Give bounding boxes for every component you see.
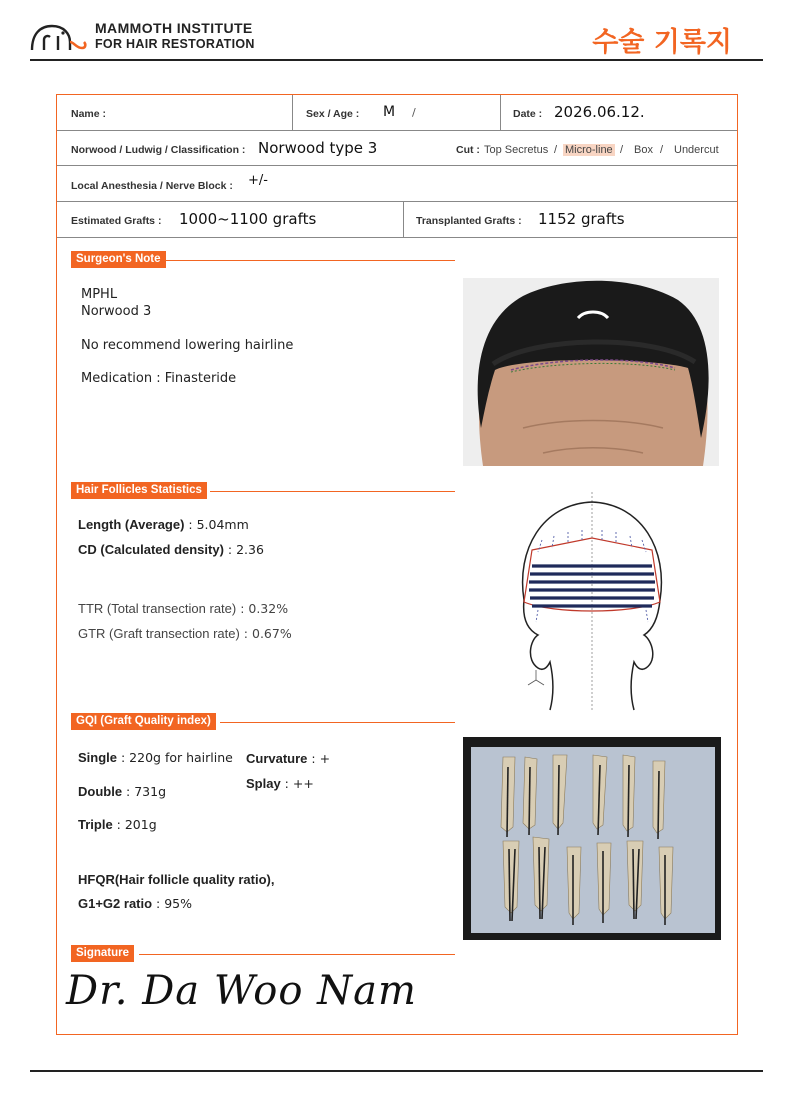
double-label: Double [78,784,123,799]
note-line-2: Norwood 3 [81,304,152,319]
estimated-grafts-field[interactable]: 1000~1100 grafts [179,210,317,228]
name-label: Name : [71,108,107,120]
length-value: : 5.04mm [184,517,249,532]
cut-option-undercut[interactable]: Undercut [674,144,719,156]
cut-separator: / [554,144,558,156]
length-average [78,517,249,532]
hfqr-title: HFQR(Hair follicle quality ratio), [78,872,275,887]
anesthesia-label: Local Anesthesia / Nerve Block : [71,180,233,192]
curvature-value: : + [307,751,331,766]
row-grafts [57,202,737,238]
classification-field[interactable]: Norwood type 3 [258,139,378,157]
brand-subtitle: FOR HAIR RESTORATION [95,37,255,51]
double-value: : 731g [122,784,167,799]
gqi-double [78,784,166,799]
header-divider [30,59,763,61]
gqi-splay [246,776,314,791]
gtr-value: : 0.67% [239,626,292,641]
curvature-label: Curvature [246,751,308,766]
single-value: : 220g for hairline [117,750,233,765]
gqi-single [78,750,233,765]
ttr-value: : 0.32% [236,601,289,616]
graft-transection-rate [78,626,292,641]
row4-divider [403,202,404,237]
follicle-stats-rule [210,491,455,492]
surgeon-signature: Dr. Da Woo Nam [66,968,417,1014]
triple-label: Triple [78,817,113,832]
sex-age-label: Sex / Age : [306,108,360,120]
row1-divider-b [500,95,501,130]
length-label: Length (Average) [78,517,185,532]
note-line-3: No recommend lowering hairline [81,338,294,353]
cut-separator: / [620,144,624,156]
patient-hairline-photo [463,278,719,466]
age-separator: / [412,106,416,119]
donor-area-diagram [512,490,672,712]
date-field[interactable]: 2026.06.12. [554,103,645,121]
g1g2-ratio [78,896,192,911]
form-title: 수술 기록지 [592,27,732,58]
follicle-stats-tag: Hair Follicles Statistics [71,482,207,499]
cut-option-top-secretus[interactable]: Top Secretus [484,144,549,156]
gqi-tag: GQI (Graft Quality index) [71,713,216,730]
cut-option-box[interactable]: Box [634,144,653,156]
cd-label: CD (Calculated density) [78,542,224,557]
axis-gizmo-icon [528,670,544,685]
anesthesia-field[interactable]: +/- [248,173,268,188]
transplanted-grafts-field[interactable]: 1152 grafts [538,210,625,228]
brand-name: MAMMOTH INSTITUTE [95,20,253,36]
row1-divider-a [292,95,293,130]
triple-value: : 201g [112,817,157,832]
ratio-value: : 95% [152,896,193,911]
cut-option-micro-line[interactable]: Micro-line [565,144,613,156]
gtr-label: GTR (Graft transection rate) [78,626,240,641]
splay-label: Splay [246,776,281,791]
ratio-label: G1+G2 ratio [78,896,153,911]
splay-value: : ++ [280,776,314,791]
ttr-label: TTR (Total transection rate) [78,601,237,616]
cut-label: Cut : [456,144,480,156]
classification-label: Norwood / Ludwig / Classification : [71,144,246,156]
gqi-curvature [246,751,330,766]
footer-divider [30,1070,763,1072]
single-label: Single [78,750,118,765]
total-transection-rate [78,601,288,616]
note-line-1: MPHL [81,287,118,302]
row-anesthesia [57,166,737,202]
gqi-rule [220,722,455,723]
surgeons-note-rule [165,260,455,261]
date-label: Date : [513,108,543,120]
cut-separator: / [660,144,664,156]
calculated-density [78,542,264,557]
cd-value: : 2.36 [223,542,264,557]
signature-tag: Signature [71,945,134,962]
mammoth-logo-icon [30,22,88,52]
sex-field[interactable]: M [383,104,396,120]
signature-rule [139,954,455,955]
surgeons-note-tag: Surgeon's Note [71,251,166,268]
harvested-grafts-photo [463,737,721,940]
note-line-4: Medication : Finasteride [81,371,237,386]
estimated-grafts-label: Estimated Grafts : [71,215,162,227]
row-name-sex-date [57,95,737,131]
transplanted-grafts-label: Transplanted Grafts : [416,215,522,227]
hfqr-label [78,872,274,887]
gqi-triple [78,817,157,832]
